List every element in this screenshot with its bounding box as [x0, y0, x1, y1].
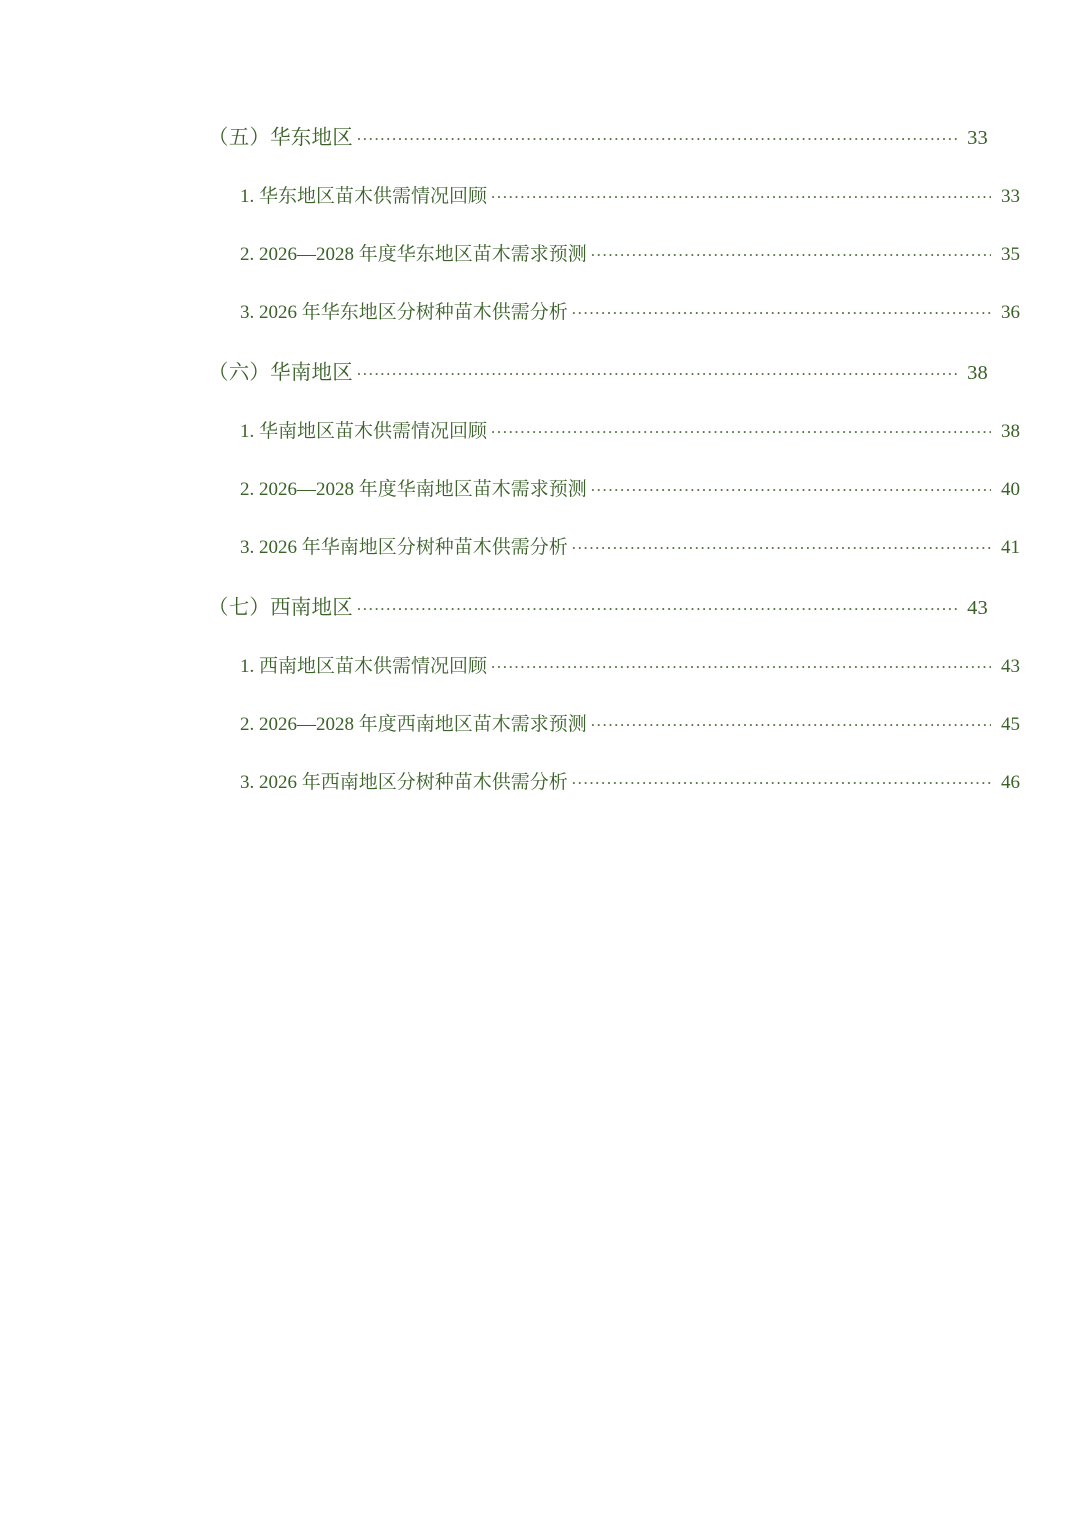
- toc-entry[interactable]: [150, 297, 1020, 324]
- toc-entry[interactable]: [150, 120, 988, 150]
- toc-entry[interactable]: [150, 239, 1020, 266]
- toc-leader-dots: [491, 183, 991, 202]
- toc-entry-title: （五）华东地区: [208, 127, 353, 149]
- toc-page-number: 43: [1001, 656, 1020, 677]
- toc-entry[interactable]: [150, 590, 988, 620]
- toc-page-number: 38: [967, 362, 988, 384]
- toc-page-number: 33: [1001, 186, 1020, 207]
- toc-page-number: 36: [1001, 302, 1020, 323]
- toc-entry[interactable]: [150, 767, 1020, 794]
- toc-page-number: 35: [1001, 244, 1020, 265]
- toc-entry-title: （六）华南地区: [208, 362, 353, 384]
- toc-entry[interactable]: [150, 709, 1020, 736]
- toc-page-number: 33: [967, 127, 988, 149]
- toc-leader-dots: [572, 769, 991, 788]
- toc-entry[interactable]: [150, 474, 1020, 501]
- toc-leader-dots: [591, 241, 991, 260]
- toc-entry-title: 1. 华南地区苗木供需情况回顾: [240, 421, 488, 442]
- toc-page-number: 41: [1001, 537, 1020, 558]
- toc-entry-title: 1. 西南地区苗木供需情况回顾: [240, 656, 488, 677]
- toc-leader-dots: [491, 418, 991, 437]
- toc-leader-dots: [357, 594, 959, 615]
- toc-entry-title: 3. 2026 年华东地区分树种苗木供需分析: [240, 302, 568, 323]
- toc-leader-dots: [357, 359, 959, 380]
- toc-entry-title: 2. 2026—2028 年度华南地区苗木需求预测: [240, 479, 587, 500]
- table-of-contents: [150, 120, 1020, 794]
- toc-page-number: 43: [967, 597, 988, 619]
- toc-page-number: 38: [1001, 421, 1020, 442]
- toc-entry[interactable]: [150, 532, 1020, 559]
- toc-page-number: 45: [1001, 714, 1020, 735]
- toc-page-number: 46: [1001, 772, 1020, 793]
- toc-leader-dots: [591, 711, 991, 730]
- toc-entry-title: 1. 华东地区苗木供需情况回顾: [240, 186, 488, 207]
- toc-leader-dots: [357, 124, 959, 145]
- toc-leader-dots: [491, 653, 991, 672]
- toc-entry[interactable]: [150, 355, 988, 385]
- toc-leader-dots: [572, 299, 991, 318]
- toc-entry-title: 3. 2026 年西南地区分树种苗木供需分析: [240, 772, 568, 793]
- toc-page-number: 40: [1001, 479, 1020, 500]
- toc-entry[interactable]: [150, 416, 1020, 443]
- toc-entry-title: 3. 2026 年华南地区分树种苗木供需分析: [240, 537, 568, 558]
- toc-entry-title: 2. 2026—2028 年度华东地区苗木需求预测: [240, 244, 587, 265]
- toc-entry[interactable]: [150, 181, 1020, 208]
- toc-entry-title: （七）西南地区: [208, 597, 353, 619]
- toc-leader-dots: [591, 476, 991, 495]
- toc-entry-title: 2. 2026—2028 年度西南地区苗木需求预测: [240, 714, 587, 735]
- toc-leader-dots: [572, 534, 991, 553]
- toc-entry[interactable]: [150, 651, 1020, 678]
